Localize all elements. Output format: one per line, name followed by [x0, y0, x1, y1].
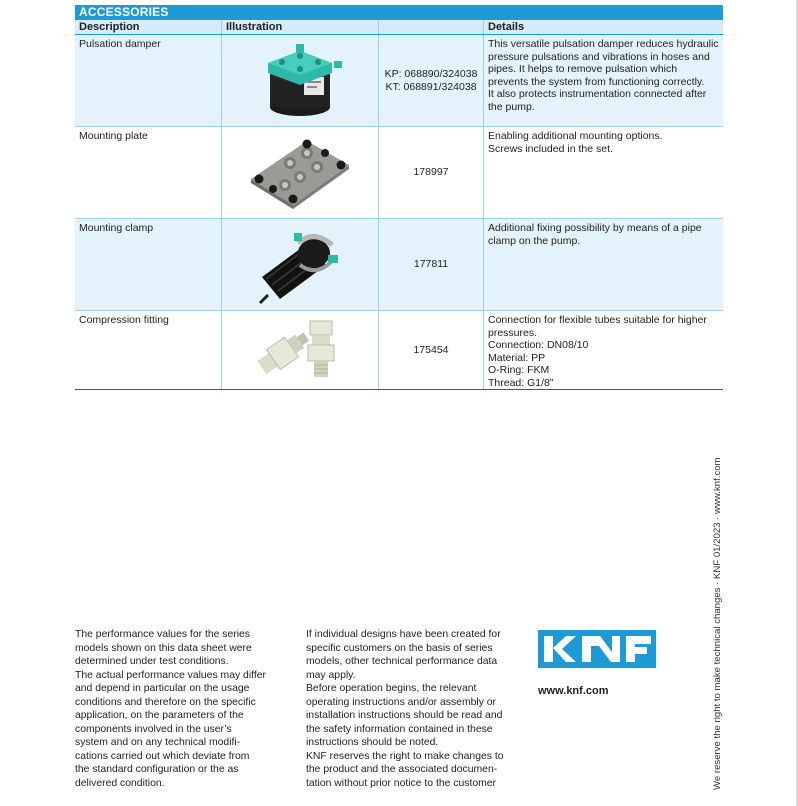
table-header-row [75, 20, 723, 35]
footer-disclaimer-left [75, 628, 280, 790]
footer-line: Before operation begins, the relevant [306, 683, 477, 694]
header-article [379, 20, 484, 34]
footer-line: delivered condition. [75, 777, 165, 789]
footer-line: the safety information contained in these [306, 723, 493, 735]
article-line: KT: 068891/324038 [385, 80, 477, 93]
footer-line: models, other technical performance data [306, 656, 498, 667]
footer-line: tation without prior notice to the customer [306, 777, 497, 789]
footer-line: models shown on this data sheet were [75, 642, 252, 654]
mounting-clamp-image [222, 219, 379, 310]
footer-line: operating instructions and/or assembly or [306, 696, 497, 708]
details-line: Additional fixing possibility by means of a pipe [488, 222, 702, 234]
details-line: Connection for flexible tubes suitable for higher [488, 314, 707, 326]
details-line: This versatile pulsation damper reduces hydraulic [488, 38, 719, 50]
header-description: Description [75, 20, 222, 34]
footer-line: installation instructions should be read and [306, 710, 503, 721]
footer-line: KNF reserves the right to make changes to [306, 750, 504, 762]
row-description: Pulsation damper [75, 35, 222, 126]
row-description: Mounting plate [75, 127, 222, 218]
footer-line: the standard configuration or the as [75, 764, 239, 775]
details-line: Screws included in the set. [488, 142, 613, 155]
details-line: the pump. [488, 100, 535, 113]
row-details [484, 219, 723, 310]
row-article-number [379, 127, 484, 218]
article-line: 175454 [413, 343, 449, 356]
compression-fitting-image [222, 311, 379, 389]
details-line: pipes. It helps to remove pulsation which [488, 63, 678, 75]
pulsation-damper-image [222, 35, 379, 126]
website-link[interactable]: www.knf.com [538, 685, 609, 697]
footer-line: The actual performance values may differ [75, 669, 266, 681]
row-details [484, 127, 723, 218]
footer-disclaimer-middle [306, 628, 516, 790]
table-row [75, 35, 723, 127]
table-title: ACCESSORIES [75, 5, 723, 20]
details-line: pressures. [488, 326, 538, 339]
details-line: It also protects instrumentation connected after [488, 88, 707, 100]
row-details [484, 35, 723, 126]
details-line: Material: PP [488, 351, 546, 364]
article-line: 177811 [413, 258, 449, 271]
footer-line: the product and the associated documen- [306, 764, 498, 775]
footer-line: cations carried out which deviate from [75, 750, 250, 762]
side-note: We reserve the right to make technical changes · KNF 01/2023 · www.knf.com [712, 457, 723, 790]
footer-line: conditions and therefore on the specific [75, 696, 256, 708]
row-article-number [379, 311, 484, 389]
row-description: Compression fitting [75, 311, 222, 389]
mounting-plate-image [222, 127, 379, 218]
footer-line: system and on any technical modifi- [75, 737, 241, 748]
row-description: Mounting clamp [75, 219, 222, 310]
details-line: pressure pulsations and vibrations in hoses and [488, 50, 710, 63]
article-line: 178997 [413, 166, 449, 179]
details-line: Enabling additional mounting options. [488, 130, 663, 142]
footer-line: application, on the parameters of the [75, 710, 244, 721]
header-illustration: Illustration [222, 20, 379, 34]
table-row [75, 311, 723, 390]
table-row [75, 127, 723, 219]
row-details [484, 311, 723, 389]
accessories-table [75, 5, 723, 390]
table-row [75, 219, 723, 311]
footer-line: If individual designs have been created for [306, 629, 501, 640]
details-line: O-Ring: FKM [488, 364, 550, 376]
footer-line: specific customers on the basis of series [306, 642, 493, 654]
footer-line: components involved in the user’s [75, 723, 232, 735]
details-line: Thread: G1/8ʺ [488, 376, 554, 389]
details-line: prevents the system from functioning correctly. [488, 75, 705, 88]
row-article-number [379, 35, 484, 126]
knf-logo [538, 630, 656, 668]
details-line: clamp on the pump. [488, 234, 581, 247]
header-details: Details [488, 21, 525, 33]
footer-line: The performance values for the series [75, 629, 250, 640]
footer-line: and depend in particular on the usage [75, 683, 250, 694]
footer-line: determined under test conditions. [75, 656, 229, 667]
footer-line: instructions should be noted. [306, 737, 439, 748]
footer-line: may apply. [306, 669, 356, 681]
details-line: Connection: DN08/10 [488, 339, 589, 351]
article-line: KP: 068890/324038 [384, 68, 478, 80]
row-article-number [379, 219, 484, 310]
